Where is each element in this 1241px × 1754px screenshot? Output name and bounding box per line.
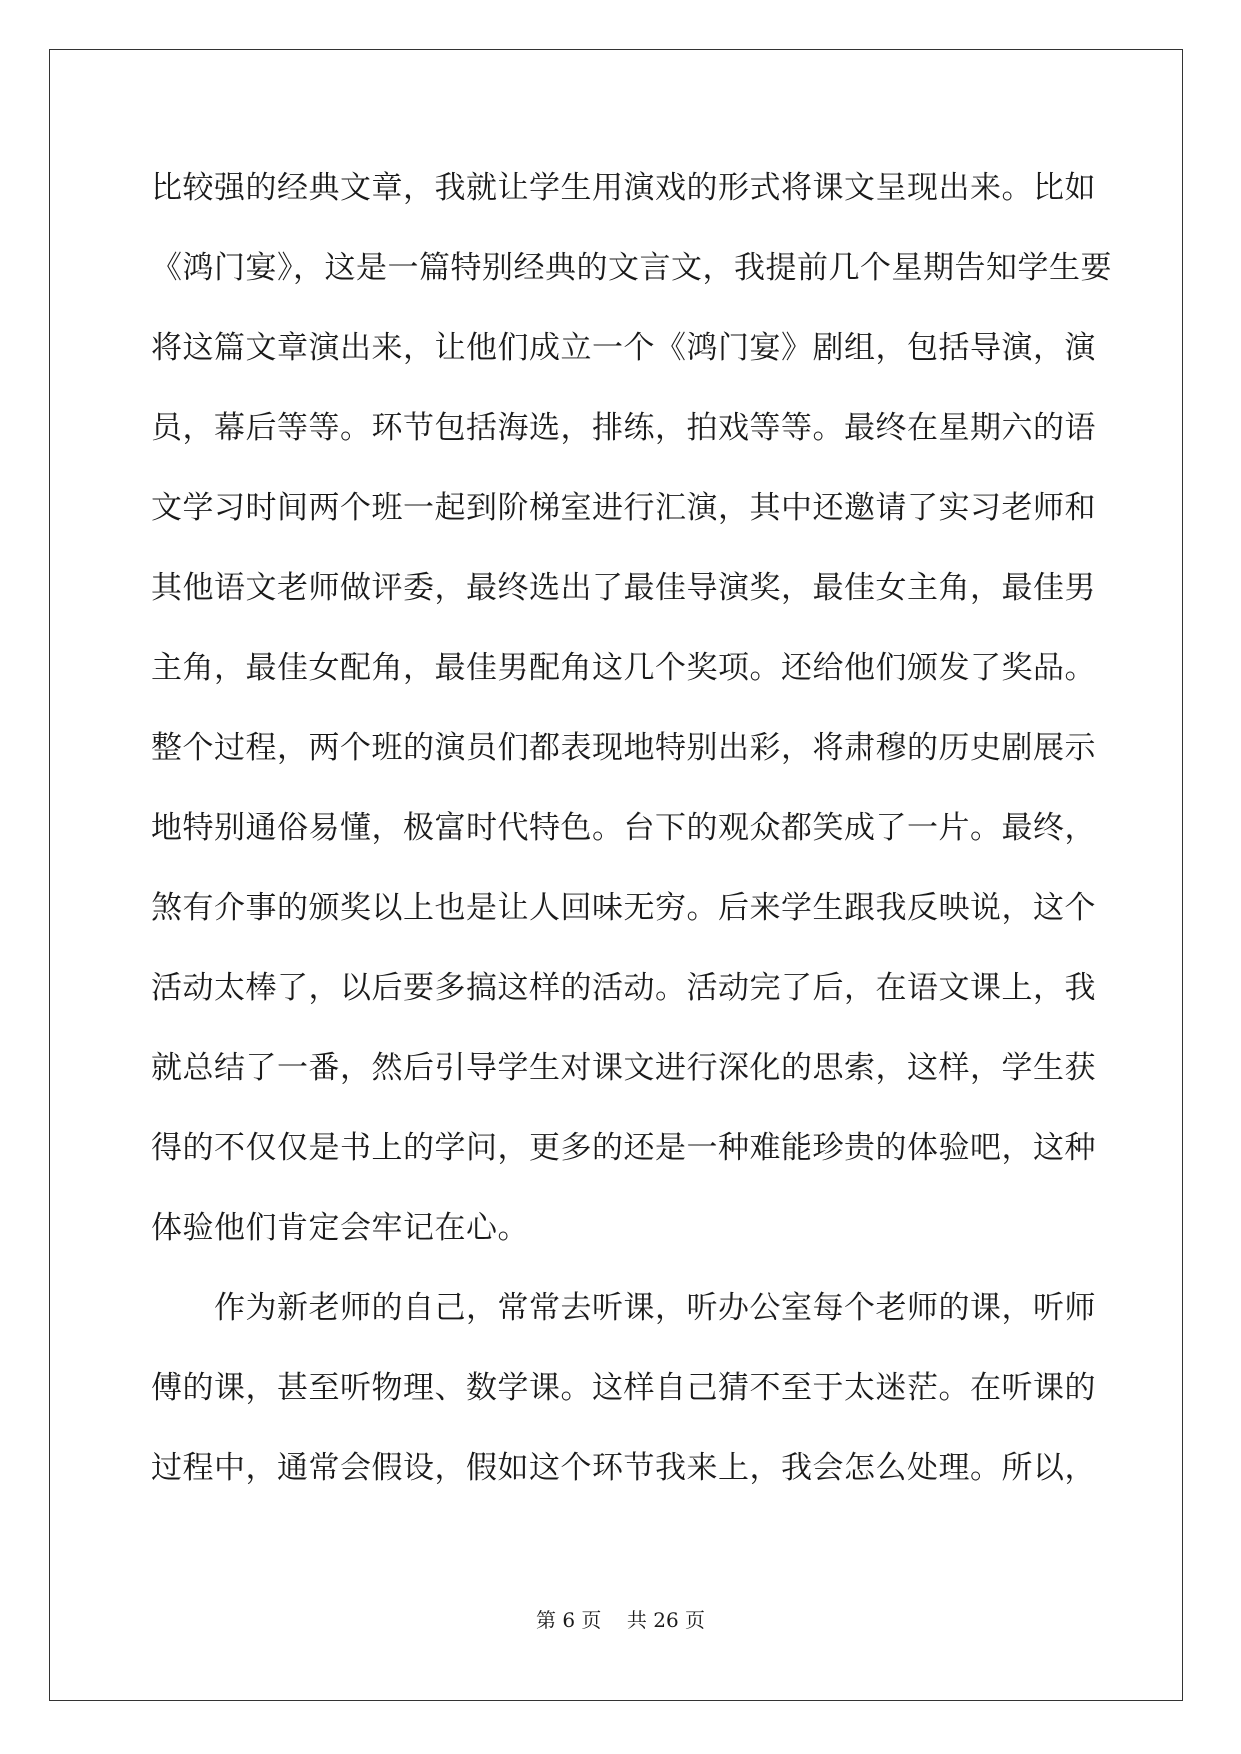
text-line: 主角，最佳女配角，最佳男配角这几个奖项。还给他们颁发了奖品。: [151, 650, 1096, 686]
page-number: 第 6 页: [535, 1608, 602, 1632]
text-line: 员，幕后等等。环节包括海选，排练，拍戏等等。最终在星期六的语: [151, 410, 1096, 446]
text-line: 文学习时间两个班一起到阶梯室进行汇演，其中还邀请了实习老师和: [151, 490, 1096, 526]
text-line: 煞有介事的颁奖以上也是让人回味无穷。后来学生跟我反映说，这个: [151, 890, 1096, 926]
text-line: 得的不仅仅是书上的学问，更多的还是一种难能珍贵的体验吧，这种: [151, 1130, 1096, 1166]
text-line: 整个过程，两个班的演员们都表现地特别出彩，将肃穆的历史剧展示: [151, 730, 1096, 766]
page-total: 共 26 页: [626, 1608, 706, 1632]
text-line: 傅的课，甚至听物理、数学课。这样自己猜不至于太迷茫。在听课的: [151, 1370, 1096, 1406]
text-line: 其他语文老师做评委，最终选出了最佳导演奖，最佳女主角，最佳男: [151, 570, 1096, 606]
text-line: 比较强的经典文章，我就让学生用演戏的形式将课文呈现出来。比如: [151, 170, 1096, 206]
text-line: 地特别通俗易懂，极富时代特色。台下的观众都笑成了一片。最终，: [151, 810, 1096, 846]
text-line: 《鸿门宴》，这是一篇特别经典的文言文，我提前几个星期告知学生要: [151, 250, 1112, 286]
page-footer: [0, 1606, 1241, 1634]
text-line: 作为新老师的自己，常常去听课，听办公室每个老师的课，听师: [151, 1290, 1096, 1326]
text-line: 就总结了一番，然后引导学生对课文进行深化的思索，这样，学生获: [151, 1050, 1096, 1086]
text-line: 活动太棒了，以后要多搞这样的活动。活动完了后，在语文课上，我: [151, 970, 1096, 1006]
text-line: 体验他们肯定会牢记在心。: [151, 1210, 529, 1246]
text-line: 将这篇文章演出来，让他们成立一个《鸿门宴》剧组，包括导演，演: [151, 330, 1096, 366]
text-line: 过程中，通常会假设，假如这个环节我来上，我会怎么处理。所以，: [151, 1450, 1096, 1486]
